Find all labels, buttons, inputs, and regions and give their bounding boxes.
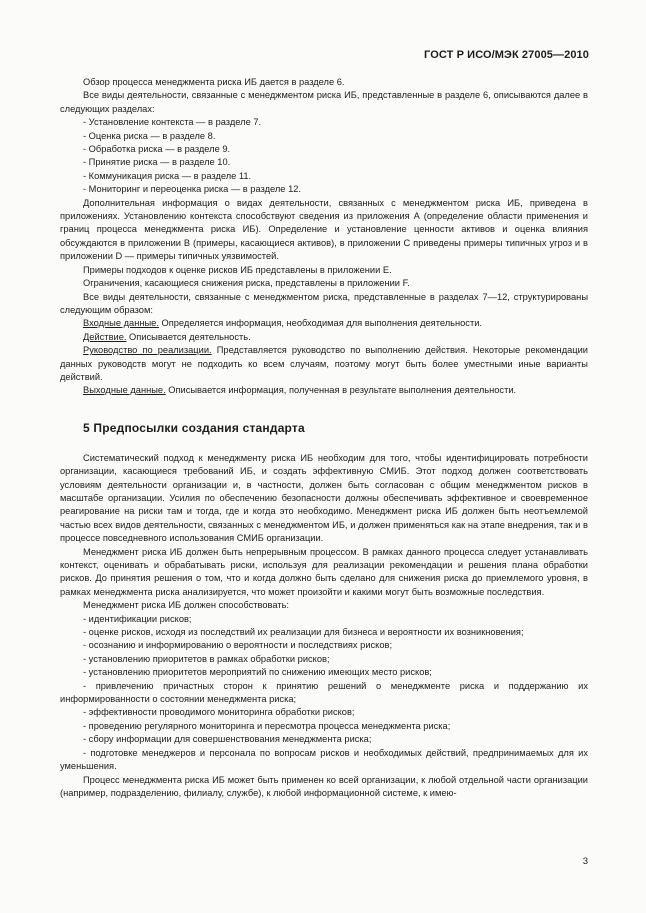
term-guidance: Руководство по реализации. <box>83 345 212 356</box>
activities-intro-paragraph: Все виды деятельности, связанные с менеджментом риска ИБ, представленные в разделе 6, описываются далее в следующих разделах: <box>60 90 588 114</box>
approaches-paragraph: Примеры подходов к оценке рисков ИБ представлены в приложении Е. <box>83 264 392 275</box>
term-action: Действие. <box>83 331 127 342</box>
constraints-paragraph: Ограничения, касающиеся снижения риска, представлены в приложении F. <box>83 278 410 289</box>
list-item: - подготовке менеджеров и персонала по вопросам рисков и необходимых действий, предпринимаемых для их уменьшения. <box>60 747 588 772</box>
list-item: - оценке рисков, исходя из последствий их реализации для бизнеса и вероятности их возникновения; <box>83 627 524 638</box>
overview-paragraph: Обзор процесса менеджмента риска ИБ дается в разделе 6. <box>83 77 345 87</box>
list-item: - Мониторинг и переоценка риска — в разделе 12. <box>83 184 301 195</box>
list-item: - Коммуникация риска — в разделе 11. <box>83 170 252 181</box>
list-item: - проведению регулярного мониторинга и пересмотра процесса менеджмента риска; <box>83 720 451 731</box>
structure-item-action: Действие. Описывается деятельность. <box>83 331 251 342</box>
term-input: Входные данные. <box>83 318 159 329</box>
list-item: - установлению приоритетов мероприятий по снижению имеющих место рисков; <box>83 667 432 678</box>
section-paragraph: Систематический подход к менеджменту риска ИБ необходим для того, чтобы идентифицировать потребности организации, касающиеся требований ИБ, и создать эффективную СМИБ. Этот подход должен соответствовать условиям деятельности организации и, в частности, должен быть согласован с общим менеджментом рисков в масштабе организации. Усилия по обеспечению безопасности должны обеспечивать эффективное и своевременное реагирование на риски там и тогда, где и когда это необходимо. Менеджмент риска ИБ должен быть неотъемлемой частью всех видов деятельности, связанных с менеджментом ИБ, и должен применяться как на этапе внедрения, так и в процессе повседневного использования СМИБ организации. <box>60 452 588 544</box>
standard-code: ГОСТ Р ИСО/МЭК 27005—2010 <box>424 49 589 61</box>
section-paragraph: Менеджмент риска ИБ должен способствовать: <box>83 600 290 611</box>
list-item: - установлению приоритетов в рамках обработки рисков; <box>83 653 330 664</box>
list-item: - Принятие риска — в разделе 10. <box>83 157 231 168</box>
section-heading: 5 Предпосылки создания стандарта <box>83 420 305 435</box>
list-item: - эффективности проводимого мониторинга обработки рисков; <box>83 707 355 718</box>
list-item: - осознанию и информированию о вероятности и последствиях рисков; <box>83 640 393 651</box>
document-body <box>60 76 588 800</box>
section-paragraph: Менеджмент риска ИБ должен быть непрерывным процессом. В рамках данного процесса следует устанавливать контекст, оценивать и обрабатывать риски, используя для реализации рекомендации и решения плана обработки рисков. До принятия решения о том, что и когда должно быть сделано для снижения риска до приемлемого уровня, в рамках менеджмента риска анализируется, что может произойти и какими могут быть возможные последствия. <box>60 546 588 597</box>
structure-paragraph: Все виды деятельности, связанные с менеджментом риска, представленные в разделах 7—12, структурированы следующим образом: <box>60 291 588 315</box>
list-item: - Обработка риска — в разделе 9. <box>83 144 231 155</box>
structure-item-output: Выходные данные. Описывается информация, полученная в результате выполнения деятельности. <box>83 385 517 396</box>
section-paragraph: Процесс менеджмента риска ИБ может быть применен ко всей организации, к любой отдельной части организации (например, подразделению, филиалу, службе), к любой информационной системе, к имею- <box>60 774 588 798</box>
term-output: Выходные данные. <box>83 385 166 396</box>
annexes-paragraph: Дополнительная информация о видах деятельности, связанных с менеджментом риска ИБ, приведена в приложениях. Установлению контекста способствуют сведения из приложения А (определение области применения и границ процесса менеджмента риска ИБ). Определение и установление ценности активов и оценка влияния обсуждаются в приложении В (примеры, касающиеся активов), в приложении С приведены примеры типичных угроз и в приложении D — примеры типичных уязвимостей. <box>60 197 588 262</box>
page-number: 3 <box>582 856 588 867</box>
list-item: - привлечению причастных сторон к принятию решений о менеджменте риска и поддержанию их информированности о состоянии менеджмента риска; <box>60 680 588 705</box>
list-item: - Установление контекста — в разделе 7. <box>83 117 262 128</box>
structure-item-guidance: Руководство по реализации. Представляется руководство по выполнению действия. Некоторые рекомендации данных руководств могут не подходить ко всем случаям, поэтому могут быть более уместными иные варианты действий. <box>60 345 588 382</box>
list-item: - идентификации рисков; <box>83 613 192 624</box>
list-item: - Оценка риска — в разделе 8. <box>83 130 216 141</box>
structure-item-input: Входные данные. Определяется информация, необходимая для выполнения деятельности. <box>83 318 482 329</box>
list-item: - сбору информации для совершенствования менеджмента риска; <box>83 734 372 745</box>
